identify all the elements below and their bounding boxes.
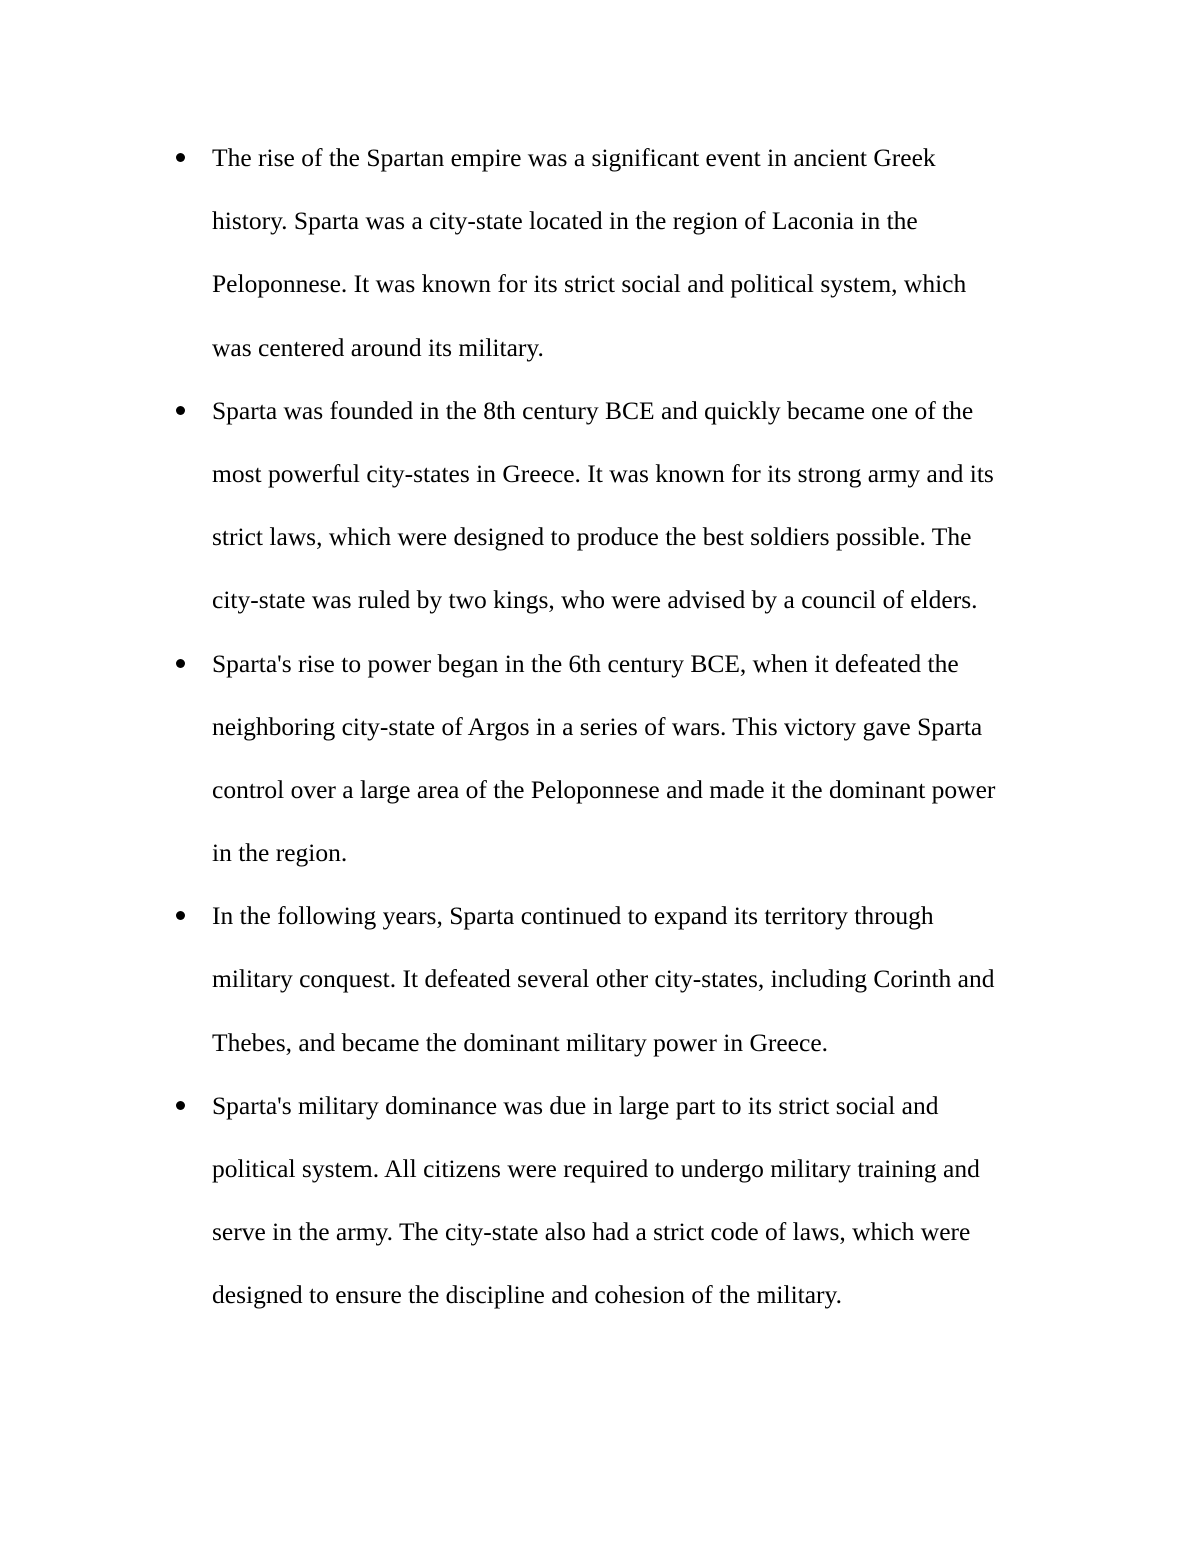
bullet-item	[0, 1074, 1200, 1327]
text-line: control over a large area of the Peloponnese and made it the dominant power	[212, 774, 996, 804]
bullet-item	[0, 632, 1200, 885]
text-line: in the region.	[212, 838, 348, 868]
text-line: strict laws, which were designed to produce the best soldiers possible. The	[212, 522, 972, 552]
text-line: was centered around its military.	[212, 332, 544, 362]
text-line: city-state was ruled by two kings, who were advised by a council of elders.	[212, 585, 978, 615]
text-line: neighboring city-state of Argos in a series of wars. This victory gave Sparta	[212, 711, 983, 741]
text-line: political system. All citizens were required to undergo military training and	[212, 1154, 980, 1183]
bullet-item	[0, 884, 1200, 1074]
text-line: most powerful city-states in Greece. It was known for its strong army and its	[212, 458, 994, 488]
text-line: Thebes, and became the dominant military power in Greece.	[212, 1027, 829, 1057]
bullet-text	[212, 632, 1072, 885]
bullet-dot-icon	[176, 659, 185, 668]
bullet-text	[212, 126, 1072, 379]
bullet-dot-icon	[176, 911, 185, 920]
text-line: In the following years, Sparta continued to expand its territory through	[212, 901, 934, 931]
bullet-text	[212, 1074, 1072, 1327]
bullet-text	[212, 884, 1072, 1074]
bullet-item	[0, 379, 1200, 632]
bullet-dot-icon	[176, 1101, 185, 1110]
text-line: Sparta's military dominance was due in large part to its strict social and	[212, 1090, 939, 1120]
text-line: designed to ensure the discipline and cohesion of the military.	[212, 1280, 843, 1310]
bullet-list	[0, 126, 1200, 1327]
text-line: Peloponnese. It was known for its strict social and political system, which	[212, 269, 967, 299]
bullet-item	[0, 126, 1200, 379]
bullet-dot-icon	[176, 153, 185, 162]
text-line: The rise of the Spartan empire was a significant event in ancient Greek	[212, 143, 936, 172]
text-line: Sparta was founded in the 8th century BCE and quickly became one of the	[212, 395, 974, 425]
text-line: history. Sparta was a city-state located in the region of Laconia in the	[212, 206, 918, 236]
bullet-text	[212, 379, 1072, 632]
text-line: military conquest. It defeated several other city-states, including Corinth and	[212, 964, 995, 994]
bullet-dot-icon	[176, 406, 185, 415]
text-line: serve in the army. The city-state also had a strict code of laws, which were	[212, 1217, 971, 1247]
text-line: Sparta's rise to power began in the 6th century BCE, when it defeated the	[212, 648, 959, 678]
